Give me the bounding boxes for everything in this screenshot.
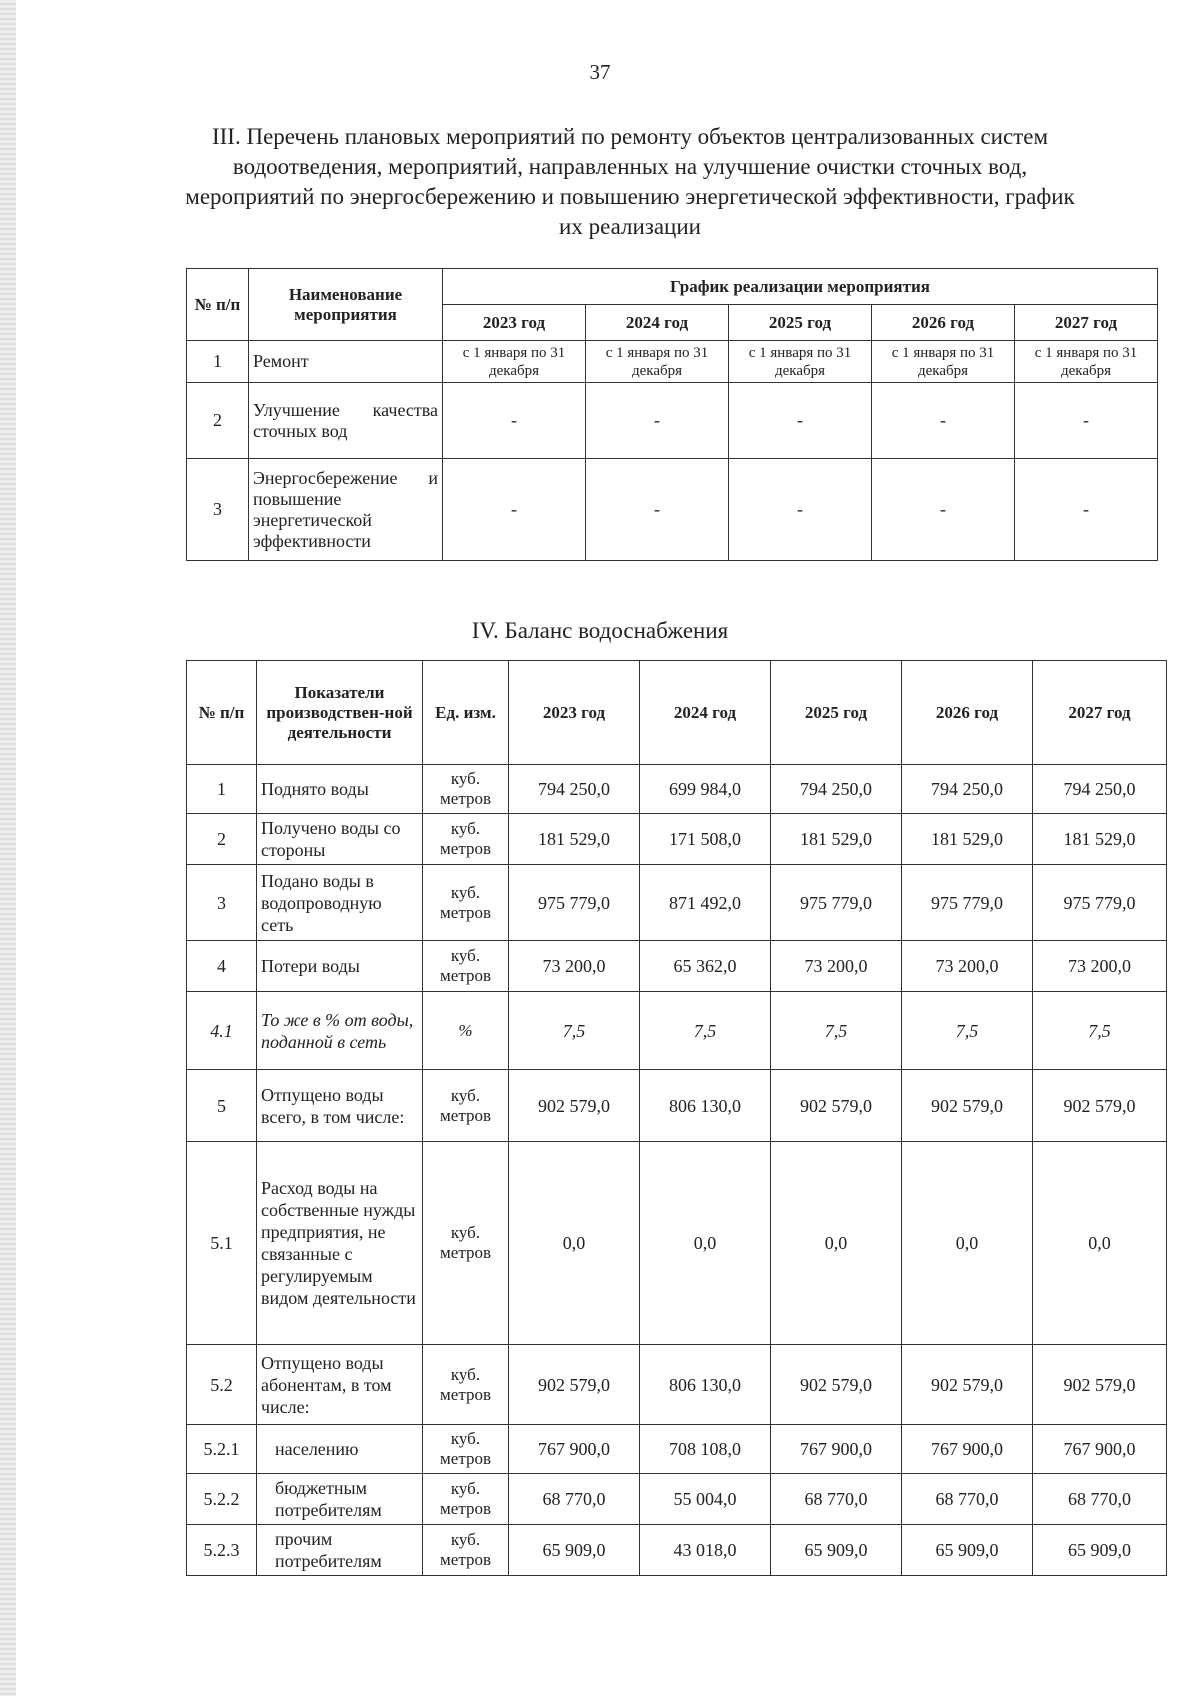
table-row <box>187 941 1167 992</box>
row-value: 65 909,0 <box>771 1525 902 1576</box>
row-unit: куб. метров <box>423 1345 509 1425</box>
row-num: 1 <box>187 341 249 383</box>
table-row <box>187 992 1167 1070</box>
row-value: 55 004,0 <box>640 1474 771 1525</box>
row-value: 794 250,0 <box>771 765 902 814</box>
table-row <box>187 865 1167 941</box>
row-value: 975 779,0 <box>509 865 640 941</box>
row-num: 5.2 <box>187 1345 257 1425</box>
row-value: 902 579,0 <box>902 1070 1033 1142</box>
row-value: 7,5 <box>902 992 1033 1070</box>
row-indicator: Расход воды на собственные нужды предприятия, не связанные с регулируемым видом деятельности <box>257 1142 423 1345</box>
row-indicator: Отпущено воды всего, в том числе: <box>257 1070 423 1142</box>
row-value: - <box>586 459 729 561</box>
row-value: 68 770,0 <box>771 1474 902 1525</box>
row-num: 4.1 <box>187 992 257 1070</box>
header-year: 2026 год <box>902 661 1033 765</box>
row-value: с 1 января по 31 декабря <box>729 341 872 383</box>
header-unit: Ед. изм. <box>423 661 509 765</box>
header-indicator: Показатели производствен-ной деятельности <box>257 661 423 765</box>
row-value: 871 492,0 <box>640 865 771 941</box>
row-value: 0,0 <box>509 1142 640 1345</box>
row-unit: куб. метров <box>423 765 509 814</box>
row-value: 181 529,0 <box>771 814 902 865</box>
row-value: 68 770,0 <box>902 1474 1033 1525</box>
row-value: 7,5 <box>771 992 902 1070</box>
header-year: 2027 год <box>1015 305 1158 341</box>
row-unit: % <box>423 992 509 1070</box>
row-value: 73 200,0 <box>1033 941 1167 992</box>
row-unit: куб. метров <box>423 1070 509 1142</box>
row-value: 767 900,0 <box>771 1425 902 1474</box>
row-value: с 1 января по 31 декабря <box>586 341 729 383</box>
table-row <box>187 814 1167 865</box>
row-value: 7,5 <box>640 992 771 1070</box>
table-row <box>187 383 1158 459</box>
row-indicator: прочим потребителям <box>257 1525 423 1576</box>
row-value: 7,5 <box>509 992 640 1070</box>
row-num: 3 <box>187 459 249 561</box>
row-indicator: Отпущено воды абонентам, в том числе: <box>257 1345 423 1425</box>
row-value: с 1 января по 31 декабря <box>872 341 1015 383</box>
row-unit: куб. метров <box>423 1525 509 1576</box>
header-year: 2024 год <box>586 305 729 341</box>
row-value: с 1 января по 31 декабря <box>1015 341 1158 383</box>
row-value: 181 529,0 <box>902 814 1033 865</box>
row-value: 43 018,0 <box>640 1525 771 1576</box>
row-value: 806 130,0 <box>640 1070 771 1142</box>
section-3-title: III. Перечень плановых мероприятий по ремонту объектов централизованных систем водоотведения, мероприятий, направленных на улучшение очистки сточных вод, мероприятий по энергосбережению и повышению энергетической эффективности, график их реализации <box>185 124 1075 239</box>
row-value: 767 900,0 <box>1033 1425 1167 1474</box>
row-value: 975 779,0 <box>771 865 902 941</box>
row-value: 806 130,0 <box>640 1345 771 1425</box>
row-value: 73 200,0 <box>902 941 1033 992</box>
header-name: Наименование мероприятия <box>249 269 443 341</box>
section-4-title: IV. Баланс водоснабжения <box>471 618 729 643</box>
scan-binding-edge <box>0 0 16 1696</box>
water-balance-table <box>186 660 1167 1576</box>
row-value: 975 779,0 <box>902 865 1033 941</box>
header-year: 2027 год <box>1033 661 1167 765</box>
row-value: 699 984,0 <box>640 765 771 814</box>
row-value: 794 250,0 <box>509 765 640 814</box>
row-value: 902 579,0 <box>902 1345 1033 1425</box>
row-value: 7,5 <box>1033 992 1167 1070</box>
row-unit: куб. метров <box>423 1425 509 1474</box>
row-value: 0,0 <box>902 1142 1033 1345</box>
row-value: - <box>729 459 872 561</box>
row-num: 2 <box>187 383 249 459</box>
row-value: - <box>443 383 586 459</box>
row-name: Ремонт <box>249 341 443 383</box>
row-value: - <box>872 459 1015 561</box>
header-year: 2026 год <box>872 305 1015 341</box>
table-row <box>187 1425 1167 1474</box>
row-num: 5.1 <box>187 1142 257 1345</box>
header-year: 2025 год <box>771 661 902 765</box>
row-unit: куб. метров <box>423 814 509 865</box>
row-num: 5 <box>187 1070 257 1142</box>
row-indicator: Потери воды <box>257 941 423 992</box>
row-indicator: населению <box>257 1425 423 1474</box>
row-unit: куб. метров <box>423 1474 509 1525</box>
row-value: 902 579,0 <box>509 1070 640 1142</box>
row-unit: куб. метров <box>423 941 509 992</box>
table-row <box>187 1142 1167 1345</box>
row-value: 902 579,0 <box>1033 1070 1167 1142</box>
events-schedule-table <box>186 268 1158 561</box>
row-value: 0,0 <box>1033 1142 1167 1345</box>
table-row <box>187 459 1158 561</box>
header-num: № п/п <box>187 661 257 765</box>
table-row <box>187 1474 1167 1525</box>
row-num: 5.2.2 <box>187 1474 257 1525</box>
row-value: 65 909,0 <box>509 1525 640 1576</box>
page-number: 37 <box>589 60 611 84</box>
row-name: Улучшение качества сточных вод <box>249 383 443 459</box>
row-value: 65 362,0 <box>640 941 771 992</box>
row-num: 5.2.1 <box>187 1425 257 1474</box>
row-value: - <box>443 459 586 561</box>
row-value: 0,0 <box>640 1142 771 1345</box>
row-value: 708 108,0 <box>640 1425 771 1474</box>
row-value: 68 770,0 <box>509 1474 640 1525</box>
row-value: 0,0 <box>771 1142 902 1345</box>
row-value: 902 579,0 <box>771 1070 902 1142</box>
row-value: - <box>586 383 729 459</box>
row-value: 181 529,0 <box>1033 814 1167 865</box>
table-row <box>187 1070 1167 1142</box>
row-indicator: Подано воды в водопроводную сеть <box>257 865 423 941</box>
row-num: 4 <box>187 941 257 992</box>
row-value: 181 529,0 <box>509 814 640 865</box>
row-value: 767 900,0 <box>902 1425 1033 1474</box>
row-value: 902 579,0 <box>509 1345 640 1425</box>
row-value: 73 200,0 <box>509 941 640 992</box>
row-indicator: бюджетным потребителям <box>257 1474 423 1525</box>
table-row <box>187 1345 1167 1425</box>
row-value: 65 909,0 <box>902 1525 1033 1576</box>
header-year: 2024 год <box>640 661 771 765</box>
row-name: Энергосбережение и повышение энергетической эффективности <box>249 459 443 561</box>
row-num: 2 <box>187 814 257 865</box>
row-num: 1 <box>187 765 257 814</box>
row-value: - <box>729 383 872 459</box>
header-schedule: График реализации мероприятия <box>443 269 1158 305</box>
row-value: - <box>1015 383 1158 459</box>
row-indicator: То же в % от воды, поданной в сеть <box>257 992 423 1070</box>
row-value: 902 579,0 <box>1033 1345 1167 1425</box>
row-value: 902 579,0 <box>771 1345 902 1425</box>
table-row <box>187 1525 1167 1576</box>
row-value: 73 200,0 <box>771 941 902 992</box>
row-unit: куб. метров <box>423 865 509 941</box>
header-year: 2025 год <box>729 305 872 341</box>
row-value: 975 779,0 <box>1033 865 1167 941</box>
row-value: - <box>872 383 1015 459</box>
row-value: с 1 января по 31 декабря <box>443 341 586 383</box>
row-indicator: Получено воды со стороны <box>257 814 423 865</box>
row-value: 68 770,0 <box>1033 1474 1167 1525</box>
row-value: 794 250,0 <box>902 765 1033 814</box>
header-num: № п/п <box>187 269 249 341</box>
row-indicator: Поднято воды <box>257 765 423 814</box>
row-value: 65 909,0 <box>1033 1525 1167 1576</box>
table-row <box>187 765 1167 814</box>
row-value: - <box>1015 459 1158 561</box>
row-value: 171 508,0 <box>640 814 771 865</box>
table-row <box>187 341 1158 383</box>
row-value: 767 900,0 <box>509 1425 640 1474</box>
row-num: 3 <box>187 865 257 941</box>
row-num: 5.2.3 <box>187 1525 257 1576</box>
header-year: 2023 год <box>443 305 586 341</box>
row-unit: куб. метров <box>423 1142 509 1345</box>
row-value: 794 250,0 <box>1033 765 1167 814</box>
header-year: 2023 год <box>509 661 640 765</box>
